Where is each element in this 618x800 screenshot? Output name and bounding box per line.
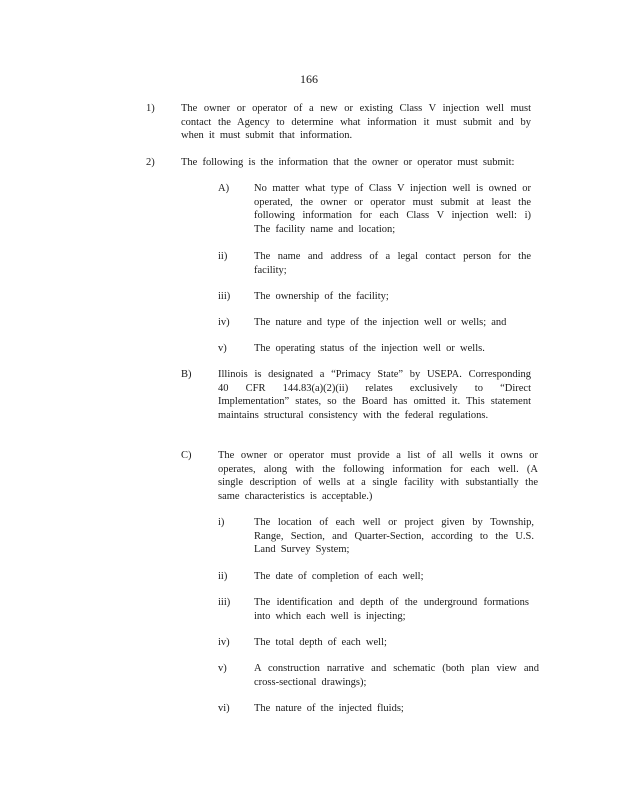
subsection-c-item-iv-text: The total depth of each well;: [254, 637, 387, 648]
item-1-text: The owner or operator of a new or existing Class V injection well must contact the Agency to determine what information it must submit and by when it must submit that information.: [181, 103, 531, 141]
item-1-label: 1): [146, 103, 155, 114]
subsection-c-item-ii-text: The date of completion of each well;: [254, 571, 424, 582]
subsection-c-label: C): [181, 450, 192, 461]
subsection-c-item-iii-text: The identification and depth of the underground formations into which each well is injecting;: [254, 597, 529, 622]
subsection-c-item-i-text: The location of each well or project given by Township, Range, Section, and Quarter-Section, according to the U.S. Land Survey System;: [254, 517, 534, 555]
subsection-c-text: The owner or operator must provide a list of all wells it owns or operates, along with the following information for each well. (A single description of wells at a single facility with substantially the same characteristics is acceptable.): [218, 450, 538, 502]
item-2-label: 2): [146, 157, 155, 168]
subsection-a-item-ii-text: The name and address of a legal contact person for the facility;: [254, 251, 531, 276]
subsection-c-item-vi-label: vi): [218, 703, 230, 714]
subsection-c-item-v-text: A construction narrative and schematic (both plan view and cross-sectional drawings);: [254, 663, 539, 688]
subsection-a-item-v-text: The operating status of the injection well or wells.: [254, 343, 485, 354]
subsection-b-text: Illinois is designated a “Primacy State” by USEPA. Corresponding 40 CFR 144.83(a)(2)(ii) relates exclusively to “Direct Implementation” states, so the Board has omitted it. This statement maintains structural consistency with the federal regulations.: [218, 369, 531, 421]
page-number: 166: [300, 72, 318, 86]
subsection-c-item-vi-text: The nature of the injected fluids;: [254, 703, 404, 714]
subsection-a-item-iii-text: The ownership of the facility;: [254, 291, 389, 302]
subsection-a-text: No matter what type of Class V injection well is owned or operated, the owner or operator must submit at least the following information for each Class V injection well: i) The facility name and location;: [254, 183, 531, 235]
subsection-a-label: A): [218, 183, 230, 194]
subsection-a-item-iv-label: iv): [218, 317, 230, 328]
subsection-c-item-iv-label: iv): [218, 637, 230, 648]
subsection-c-item-iii-label: iii): [218, 597, 231, 608]
subsection-a-item-v-label: v): [218, 343, 227, 354]
subsection-c-item-ii-label: ii): [218, 571, 228, 582]
item-2-text: The following is the information that the owner or operator must submit:: [181, 157, 515, 168]
subsection-a-item-ii-label: ii): [218, 251, 228, 262]
subsection-c-item-i-label: i): [218, 517, 225, 528]
subsection-a-item-iv-text: The nature and type of the injection well or wells; and: [254, 317, 507, 328]
subsection-b-label: B): [181, 369, 192, 380]
subsection-c-item-v-label: v): [218, 663, 227, 674]
subsection-a-item-iii-label: iii): [218, 291, 231, 302]
